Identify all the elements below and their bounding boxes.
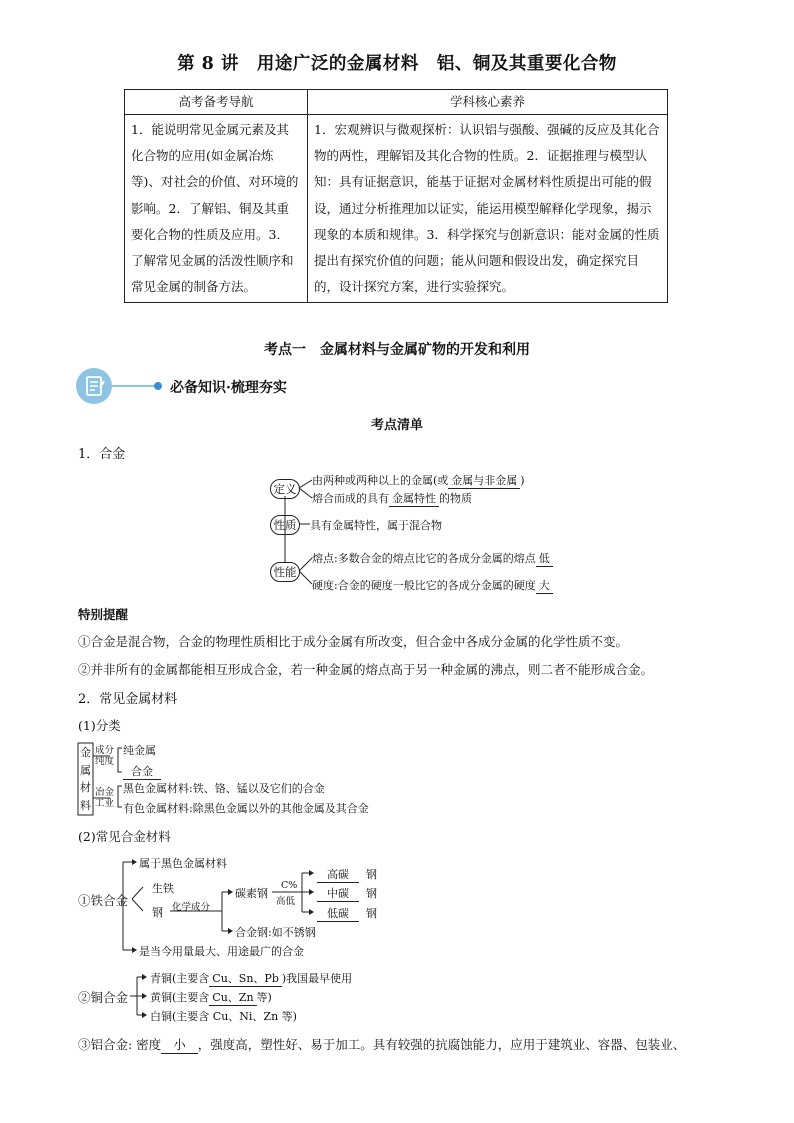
def-text: 由两种或两种以上的金属(或: [312, 474, 449, 487]
steel-grade-row: [317, 885, 377, 902]
brass-answer-blank: Cu、Zn: [209, 989, 256, 1006]
copper-alloy-label: ②铜合金: [78, 990, 129, 1005]
classification-box: [80, 744, 92, 814]
bronze-text: 青铜(主要含: [150, 972, 210, 985]
section-title: 考点一 金属材料与金属矿物的开发和利用: [264, 342, 530, 358]
bronze-line: [150, 970, 352, 987]
high-low-label: 高低: [276, 896, 296, 907]
node-performance: 性能: [270, 562, 300, 582]
brass-text-end: 等): [256, 991, 272, 1004]
steel-word: 钢: [366, 907, 377, 920]
hardness-line: [312, 577, 553, 594]
melting-point-line: [312, 550, 553, 567]
def-text: 熔合而成的具有: [312, 492, 389, 505]
table-header-right: 学科核心素养: [308, 90, 668, 115]
steel-grade-blank: 中碳: [317, 885, 359, 902]
banner-dot: [154, 382, 162, 390]
banner-label: 必备知识·梳理夯实: [170, 380, 287, 396]
box-char: 料: [80, 798, 91, 812]
by-purity-label: 成分纯度: [95, 745, 115, 767]
cupronickel-text: 白铜(主要含 Cu、Ni、Zn 等): [150, 1010, 297, 1023]
steel-word: 钢: [366, 868, 377, 881]
aluminium-answer-blank: 小: [161, 1035, 198, 1054]
section1-heading: 1．合金: [78, 447, 126, 462]
definition-line2: [312, 490, 472, 507]
pure-metal-text: 纯金属: [123, 744, 156, 757]
steel-grade-blank: 低碳: [317, 905, 359, 922]
bronze-answer-blank: Cu、Sn、Pb: [209, 970, 282, 987]
guide-left-cell: 1．能说明常见金属元素及其化合物的应用(如金属冶炼等)、对社会的价值、对环境的影响。2．了解铝、铜及其重要化合物的性质及应用。3．了解常见金属的活泼性顺序和常见金属的制备方法。: [125, 115, 308, 303]
hardness-answer-blank: 大: [536, 577, 553, 594]
notebook-icon: [76, 368, 112, 404]
box-char: 金: [80, 746, 91, 759]
ferrous-text: 黑色金属材料:铁、铬、锰以及它们的合金: [123, 782, 325, 795]
box-char: 属: [80, 763, 91, 777]
hardness-text: 硬度:合金的硬度一般比它的各成分金属的硬度: [312, 579, 536, 592]
guide-table: [124, 89, 668, 303]
brass-line: [150, 989, 272, 1006]
box-char: 材: [80, 781, 91, 794]
property-text: 具有金属特性，属于混合物: [310, 519, 442, 532]
def-answer-blank: 金属与非金属: [448, 472, 520, 489]
nonferrous-text: 有色金属材料:除黑色金属以外的其他金属及其合金: [123, 802, 369, 815]
page-title: 第 8 讲 用途广泛的金属材料 铝、铜及其重要化合物: [177, 54, 617, 74]
tip-item: ①合金是混合物，合金的物理性质相比于成分金属有所改变，但合金中各成分金属的化学性质不变。: [78, 634, 629, 649]
def-text-end: 的物质: [439, 492, 472, 505]
aluminium-text-end: ，强度高，塑性好、易于加工。具有较强的抗腐蚀能力，应用于建筑业、容器、包装业、: [197, 1037, 686, 1052]
alloy-steel-text: 合金钢:如不锈钢: [235, 926, 316, 939]
brass-text: 黄铜(主要含: [150, 991, 210, 1004]
chem-comp-label: 化学成分: [172, 902, 211, 913]
pig-iron-text: 生铁: [152, 882, 174, 895]
iron-top-text: 属于黑色金属材料: [139, 857, 227, 870]
steel-grade-row: [317, 905, 377, 922]
section2-heading: 2．常见金属材料: [78, 692, 178, 707]
steel-grade-blank: 高碳: [317, 866, 359, 883]
melting-answer-blank: 低: [536, 550, 553, 567]
subsection-classification: (1)分类: [78, 718, 121, 733]
def-answer-blank: 金属特性: [389, 490, 439, 507]
subsection-common-alloys: (2)常见合金材料: [78, 829, 171, 844]
tip-item: ②并非所有的金属都能相互形成合金，若一种金属的熔点高于另一种金属的沸点，则二者不能形成合金。: [78, 662, 654, 677]
aluminium-text: ③铝合金: 密度: [78, 1037, 162, 1052]
alloy-answer-blank: 合金: [123, 763, 161, 780]
def-text-end: ): [520, 474, 525, 487]
carbon-steel-text: 碳素钢: [235, 887, 268, 900]
node-definition: 定义: [270, 479, 300, 499]
banner-divider: [112, 385, 156, 387]
tips-heading: 特别提醒: [78, 607, 129, 622]
aluminium-alloy-line: [78, 1035, 685, 1054]
iron-alloy-label: ①铁合金: [78, 893, 129, 908]
guide-right-cell: 1．宏观辨识与微观探析：认识铝与强酸、强碱的反应及其化合物的两性，理解铝及其化合物的性质。2．证据推理与模型认知：具有证据意识，能基于证据对金属材料性质提出可能的假设，通过分析推理加以证实，能运用模型解释化学现象，揭示现象的本质和规律。3．科学探究与创新意识：能对金属的性质提出有探究价值的问题；能从问题和假设出发，确定探究目的，设计探究方案，进行实验探究。: [308, 115, 668, 303]
alloy-blank-line: [123, 763, 161, 780]
steel-word: 钢: [366, 887, 377, 900]
node-property: 性质: [270, 515, 300, 535]
table-header-left: 高考备考导航: [125, 90, 308, 115]
bronze-text-end: )我国最早使用: [281, 972, 353, 985]
steel-text: 钢: [152, 906, 163, 919]
steel-grade-row: [317, 866, 377, 883]
melting-text: 熔点:多数合金的熔点比它的各成分金属的熔点: [312, 552, 536, 565]
c-percent-label: C%: [281, 880, 298, 891]
checklist-title: 考点清单: [370, 418, 423, 433]
by-metallurgy-label: 冶金工业: [95, 787, 115, 809]
iron-bottom-text: 是当今用量最大、用途最广的合金: [139, 945, 304, 958]
definition-line1: [312, 472, 525, 489]
